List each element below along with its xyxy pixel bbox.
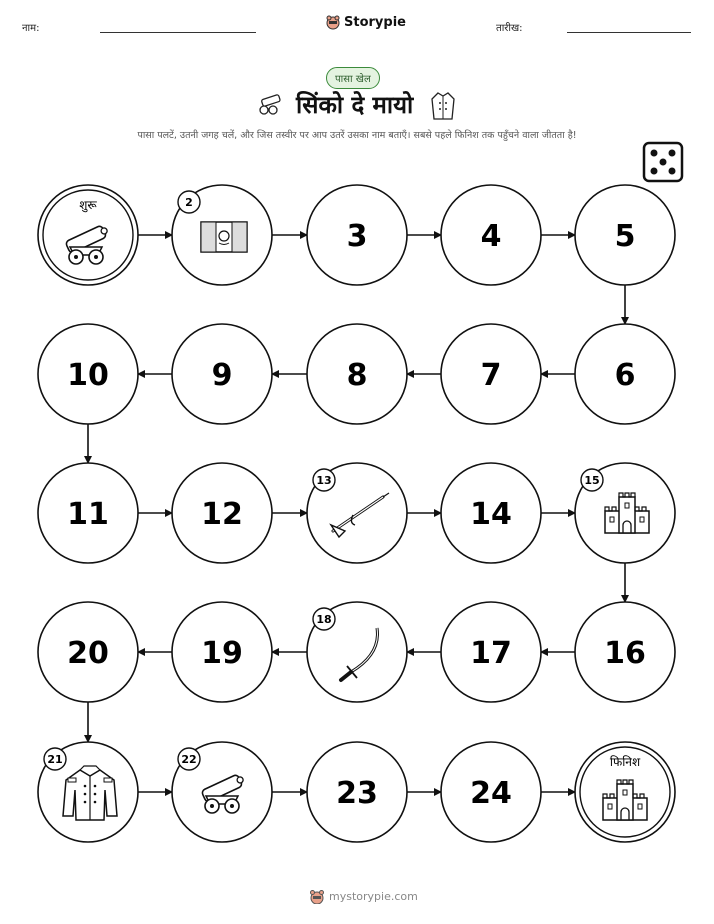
board-space-20[interactable] xyxy=(38,602,138,702)
board-space-25[interactable] xyxy=(575,742,675,842)
board-space-2[interactable] xyxy=(172,185,272,285)
board-space-22[interactable] xyxy=(172,742,272,842)
date-label: तारीख: xyxy=(496,23,523,34)
finish-label: फिनिश xyxy=(609,755,641,769)
board-space-4[interactable] xyxy=(441,185,541,285)
space-number-badge-text: 18 xyxy=(316,613,332,626)
footer xyxy=(309,888,418,904)
start-label: शुरू xyxy=(79,198,97,212)
board-space-9[interactable] xyxy=(172,324,272,424)
space-number-badge-text: 2 xyxy=(185,196,193,209)
board-space-12[interactable] xyxy=(172,463,272,563)
space-number: 6 xyxy=(614,358,636,393)
space-number: 9 xyxy=(211,358,233,393)
board-space-10[interactable] xyxy=(38,324,138,424)
footer-url[interactable]: mystorypie.com xyxy=(329,889,418,903)
space-number: 20 xyxy=(67,636,109,671)
game-type-badge: पासा खेल xyxy=(326,67,380,89)
space-number: 7 xyxy=(480,358,502,393)
board-space-5[interactable] xyxy=(575,185,675,285)
name-label: नाम: xyxy=(22,23,40,34)
board-space-6[interactable] xyxy=(575,324,675,424)
space-number: 4 xyxy=(480,219,502,254)
space-number: 12 xyxy=(201,497,243,532)
space-number-badge-text: 13 xyxy=(316,474,332,487)
space-number: 11 xyxy=(67,497,109,532)
mexico-flag-icon xyxy=(201,222,247,252)
page-title: सिंको दे मायो xyxy=(296,91,414,119)
board-space-11[interactable] xyxy=(38,463,138,563)
space-number: 19 xyxy=(201,636,243,671)
space-number: 10 xyxy=(67,358,109,393)
brand-name: Storypie xyxy=(344,14,406,30)
board-space-18[interactable] xyxy=(307,602,407,702)
board-space-19[interactable] xyxy=(172,602,272,702)
board-space-24[interactable] xyxy=(441,742,541,842)
board-space-15[interactable] xyxy=(575,463,675,563)
space-number-badge-text: 22 xyxy=(181,753,197,766)
space-number-badge-text: 21 xyxy=(47,753,63,766)
board-space-3[interactable] xyxy=(307,185,407,285)
space-number: 17 xyxy=(470,636,512,671)
instructions: पासा पलटें, उतनी जगह चलें, और जिस तस्वीर पर आप उतरें उसका नाम बताएँ। सबसे पहले फिनिश तक पहुँचने वाला जीतता है! xyxy=(137,130,577,141)
space-number: 14 xyxy=(470,497,512,532)
space-number: 8 xyxy=(346,358,368,393)
board-space-8[interactable] xyxy=(307,324,407,424)
board-space-7[interactable] xyxy=(441,324,541,424)
space-number: 3 xyxy=(346,219,368,254)
board-space-23[interactable] xyxy=(307,742,407,842)
bear-footer-icon xyxy=(309,888,325,904)
space-number: 24 xyxy=(470,776,512,811)
space-number: 16 xyxy=(604,636,646,671)
board-space-14[interactable] xyxy=(441,463,541,563)
board-space-13[interactable] xyxy=(307,463,407,563)
board-space-21[interactable] xyxy=(38,742,138,842)
board-space-1[interactable] xyxy=(38,185,138,285)
board-space-16[interactable] xyxy=(575,602,675,702)
space-number: 23 xyxy=(336,776,378,811)
space-number: 5 xyxy=(614,219,636,254)
board-space-17[interactable] xyxy=(441,602,541,702)
space-number-badge-text: 15 xyxy=(584,474,600,487)
